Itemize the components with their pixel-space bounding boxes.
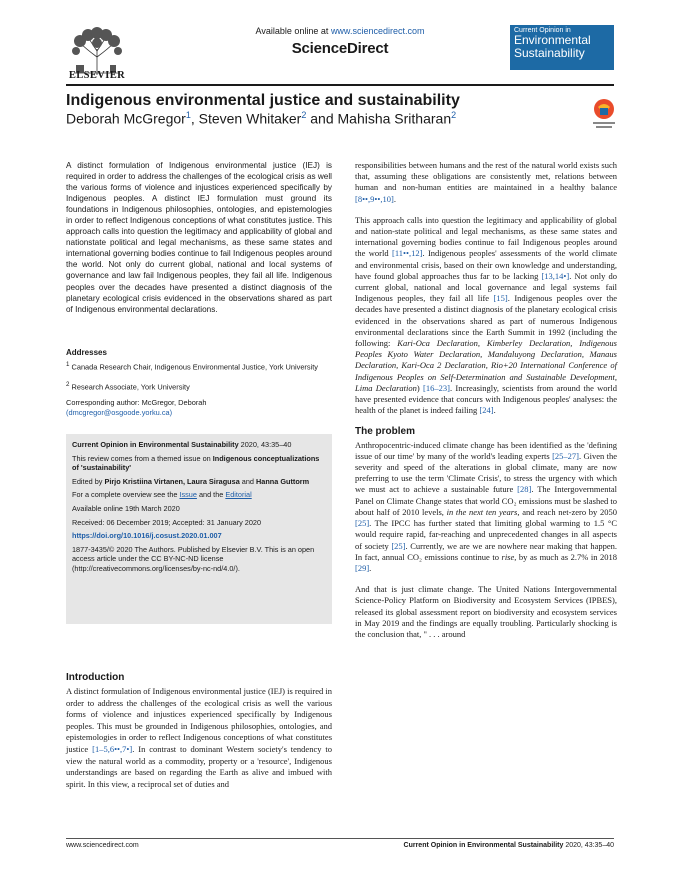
body-text: . [393,193,396,204]
journal-banner-small: Current Opinion in [514,27,571,34]
emphasis: rise [501,551,515,562]
themed-issue-title: Indigenous conceptualizations of 'sustainability' [72,453,320,473]
body-text: . [369,562,372,573]
citation-link[interactable]: [13,14•] [541,270,570,281]
article-title: Indigenous environmental justice and sustainability [66,92,460,109]
body-text: This approach calls into question the legitimacy and applicability of global and nation-state political and legal mechanisms, as these same states and international governing bodies continue to fail Indigenous peoples around the world [355,214,617,259]
citation-link[interactable]: [24] [479,405,494,416]
available-online [180,26,500,36]
publisher-name: ELSEVIER [68,70,126,81]
body-text: , and reach net-zero by 2050 [517,506,617,517]
address-text: Research Associate, York University [71,382,190,392]
footer-journal [360,842,614,849]
citation-link[interactable]: [8••,9••,10] [355,193,394,204]
author-separator: , [190,110,199,127]
edited-prefix: Edited by [72,476,105,486]
paragraph [355,440,617,574]
themed-prefix: This review comes from a themed issue on [72,453,213,463]
citation-link[interactable]: [25] [355,518,370,529]
body-text: . Increasingly, scientists from around the world have presented evidence that concurs with Indigenous peoples' analyses: the health of the planet is indeed failing [355,382,617,416]
intro-text: . In contrast to dominant Western society's tendency to view the natural world as a commodity, property or a 'resource', Indigenous understandings are based on regarding the Earth as alive and imbued with spirit. In this view, a reciprocal set of duties and [66,743,332,789]
overview-and: and the [196,490,226,500]
body-text: responsibilities between humans and the rest of the natural world exists such that, assuming these obligations are consistently met, relations between human and non-human entities are maintained in a healthy balance [355,160,617,193]
abstract-text: A distinct formulation of Indigenous environmental justice (IEJ) is required in order to address the challenges of the ecological crisis as well the various forms of violence and injustices experienced specifically by Indigenous peoples. A distinct IEJ formulation must ground its foundations in Indigenous philosophies, ontologies, and epistemologies in order to reflect Indigenous conceptions of what constitutes justice. This approach calls into question the legitimacy and applicability of global and nationstate political and legal mechanisms, as these same states and international governing bodies continue to fail Indigenous peoples around the world. Not only do current global, national and local systems of governance and law fail Indigenous peoples, they fail all life. Indigenous peoples over the decades have presented a distinct diagnosis of the planetary ecological crisis evidenced in the observations shared as part of Indigenous environmental declarations. [66,161,332,314]
body-text: . Currently, we are we are nowhere near making that happen. In fact, annual CO₂ emissions continue to [355,540,617,562]
corresponding-author [66,398,332,417]
paragraph [355,160,617,205]
address-text: Canada Research Chair, Indigenous Environmental Justice, York University [71,362,318,372]
journal-reference [72,440,326,450]
declaration-list: Kari-Oca Declaration, Kimberley Declaration, Indigenous Peoples Kyoto Water Declaration, Mandaluyong Declaration, Manaus Declaration, Kari-Oca 2 Declaration, Rio+20 International Conference of Indigenous Peoples on Self-Determination and Sustainable Development, Lima Declaration [355,338,617,393]
body-text: ) [416,382,424,393]
author-affiliation[interactable]: 1 [185,110,191,120]
sciencedirect-link[interactable]: www.sciencedirect.com [330,26,425,36]
right-column [355,160,617,650]
address-number: 2 [66,381,70,388]
author-affiliation[interactable]: 2 [451,110,457,120]
journal-banner-line1: Environmental [514,33,591,47]
author-name: Deborah McGregor [66,110,186,127]
introduction-text [66,686,332,790]
paragraph [355,215,617,417]
journal-volume: 2020, 43:35–40 [238,440,292,449]
address-1 [66,360,332,372]
issue-link[interactable]: Issue [179,490,197,500]
received-date: Received: 06 December 2019; Accepted: 31 January 2020 [72,517,262,527]
author-name: Mahisha Sritharan [337,110,452,127]
address-2 [66,380,332,392]
body-text: . Not only do current global, national and local governance and legal systems fail Indigenous peoples, they fail all life [355,270,617,304]
license-text: 1877-3435/© 2020 The Authors. Published by Elsevier B.V. This is an open access article under the CC BY-NC-ND license (http://creativecommons.org/licenses/by-nc-nd/4.0/). [72,544,315,573]
body-text: . [493,405,496,416]
problem-heading: The problem [355,426,416,438]
overview-line [72,490,326,500]
footer-journal-name: Current Opinion in Environmental Sustainability [403,842,564,849]
body-text: . Indigenous peoples over the decades have presented a distinct diagnosis of the planetary ecological crisis evidenced in the observations shared as part of numerous Indigenous environmental declarations since the Earth Summit in 1992 (including the following: [355,293,617,349]
editor-last: Hanna Guttorm [256,476,310,486]
citation-link[interactable]: [1–5,6••,7•] [92,743,133,754]
citation-link[interactable]: [29] [355,562,370,573]
editorial-link[interactable]: Editorial [225,490,252,500]
article-info-box [66,434,332,624]
footer-rule [66,838,614,839]
journal-name: Current Opinion in Environmental Sustainability [72,440,239,449]
author-separator: and [306,110,338,127]
overview-prefix: For a complete overview see the [72,490,180,500]
footer-volume: 2020, 43:35–40 [563,842,614,849]
introduction-heading: Introduction [66,672,125,683]
corresponding-email-link[interactable]: (dmcgregor@osgoode.yorku.ca) [66,407,173,417]
intro-text: A distinct formulation of Indigenous environmental justice (IEJ) is required in order to address the challenges of the ecological crisis as well the various forms of violence and injustices experienced specifically by Indigenous peoples. This must be grounded in Indigenous philosophies, ontologies, and epistemologies in order to reflect Indigenous conceptions of what constitutes justice [66,686,332,754]
address-number: 1 [66,361,70,368]
footer-website[interactable]: www.sciencedirect.com [66,842,139,849]
edited-by [72,477,326,487]
body-text: , by as much as 2.7% in 2018 [514,551,617,562]
body-text: . The Intergovernmental Panel on Climate Change states that world CO₂ emissions must be slashed to about half of 2010 levels, [355,484,618,517]
body-text: . The IPCC has further stated that limiting global warming to 1.5 °C would require rapid, far-reaching and unprecedented changes in all aspects of society [355,518,617,551]
check-for-updates-icon[interactable] [591,98,617,132]
available-prefix: Available online at [255,26,329,36]
corresponding-author-name: Corresponding author: McGregor, Deborah [66,398,207,407]
citation-link[interactable]: [25] [391,540,406,551]
available-date: Available online 19th March 2020 [72,503,180,513]
header-rule [66,84,614,86]
editors: Pirjo Kristiina Virtanen, Laura Siragusa [104,476,240,486]
body-text: Anthropocentric-induced climate change has been identified as the 'defining issue of our time' by many of the world's leading experts [355,439,617,461]
citation-link[interactable]: [28] [517,484,532,495]
paragraph: And that is just climate change. The United Nations Intergovernmental Science-Policy Platform on Biodiversity and Ecosystem Services (IPBES), released its global assessment report on biodiversity and ecosystem services in May 2019 and the findings are equally troubling. Particularly shocking is the conclusion that, " . . . around [355,584,617,639]
edited-and: and [239,476,256,486]
citation-link[interactable]: [25–27] [552,450,579,461]
author-list [66,110,456,127]
journal-banner-line2: Sustainability [514,45,585,60]
platform-name: ScienceDirect [291,40,389,57]
citation-link[interactable]: [16–23] [423,382,450,393]
citation-link[interactable]: [15] [493,293,508,304]
emphasis: in the next ten years [446,506,518,517]
themed-issue [72,454,326,473]
citation-link[interactable]: [11••,12] [392,248,423,259]
doi-link[interactable]: https://doi.org/10.1016/j.cosust.2020.01.007 [72,531,222,541]
body-text: . Indigenous peoples' assessments of the world climate and environmental crisis, based on their own knowledge and understanding, have found global approaches thus far to be lacking [355,248,617,281]
author-name: Steven Whitaker [198,110,302,127]
addresses-heading: Addresses [66,348,107,357]
author-affiliation[interactable]: 2 [301,110,307,120]
body-text: . Given the severity and speed of the alterations in global climate, many are now preferring to use the term 'Climate Crisis', to stress the urgency with which we must act to achieve a sustainable future [355,450,617,495]
journal-banner[interactable] [510,25,614,70]
